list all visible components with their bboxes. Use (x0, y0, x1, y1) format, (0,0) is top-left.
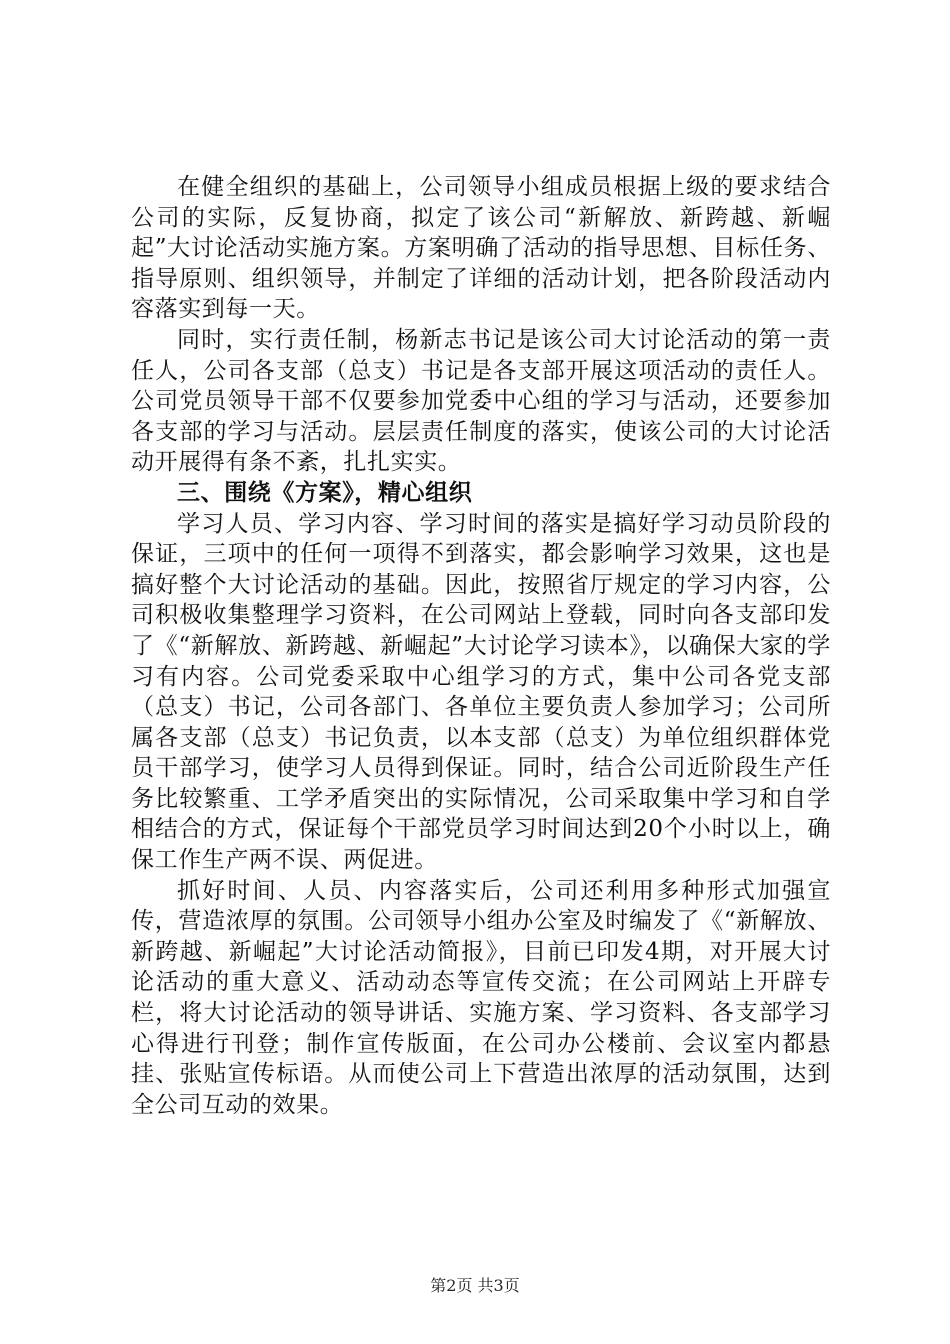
section-heading: 三、围绕《方案》，精心组织 (177, 479, 473, 506)
document-body (131, 172, 831, 1120)
page-footer: 第2页 共3页 (430, 1276, 520, 1295)
paragraph-publicity: 抓好时间、人员、内容落实后，公司还利用多种形式加强宣传，营造浓厚的氛围。公司领导小组办公室及时编发了《“新解放、新跨越、新崛起”大讨论活动简报》，目前已印发4期，对开展大讨论活动的重大意义、活动动态等宣传交流；在公司网站上开辟专栏，将大讨论活动的领导讲话、实施方案、学习资料、各支部学习心得进行刊登；制作宣传版面，在公司办公楼前、会议室内都悬挂、张贴宣传标语。从而使公司上下营造出浓厚的活动氛围，达到全公司互动的效果。 (131, 877, 831, 1118)
paragraph-study-arrangement: 学习人员、学习内容、学习时间的落实是搞好学习动员阶段的保证，三项中的任何一项得不到落实，都会影响学习效果，这也是搞好整个大讨论活动的基础。因此，按照省厅规定的学习内容，公司积极收集整理学习资料，在公司网站上登载，同时向各支部印发了《“新解放、新跨越、新崛起”大讨论学习读本》，以确保大家的学习有内容。公司党委采取中心组学习的方式，集中公司各党支部（总支）书记，公司各部门、各单位主要负责人参加学习；公司所属各支部（总支）书记负责，以本支部（总支）为单位组织群体党员干部学习，使学习人员得到保证。同时，结合公司近阶段生产任务比较繁重、工学矛盾突出的实际情况，公司采取集中学习和自学相结合的方式，保证每个干部党员学习时间达到20个小时以上，确保工作生产两不误、两促进。 (131, 510, 831, 874)
paragraph-responsibility-system: 同时，实行责任制，杨新志书记是该公司大讨论活动的第一责任人，公司各支部（总支）书记是各支部开展这项活动的责任人。公司党员领导干部不仅要参加党委中心组的学习与活动，还要参加各支部的学习与活动。层层责任制度的落实，使该公司的大讨论活动开展得有条不紊，扎扎实实。 (131, 326, 831, 476)
paragraph-plan-formulation: 在健全组织的基础上，公司领导小组成员根据上级的要求结合公司的实际，反复协商，拟定了该公司“新解放、新跨越、新崛起”大讨论活动实施方案。方案明确了活动的指导思想、目标任务、指导原则、组织领导，并制定了详细的活动计划，把各阶段活动内容落实到每一天。 (131, 174, 831, 323)
